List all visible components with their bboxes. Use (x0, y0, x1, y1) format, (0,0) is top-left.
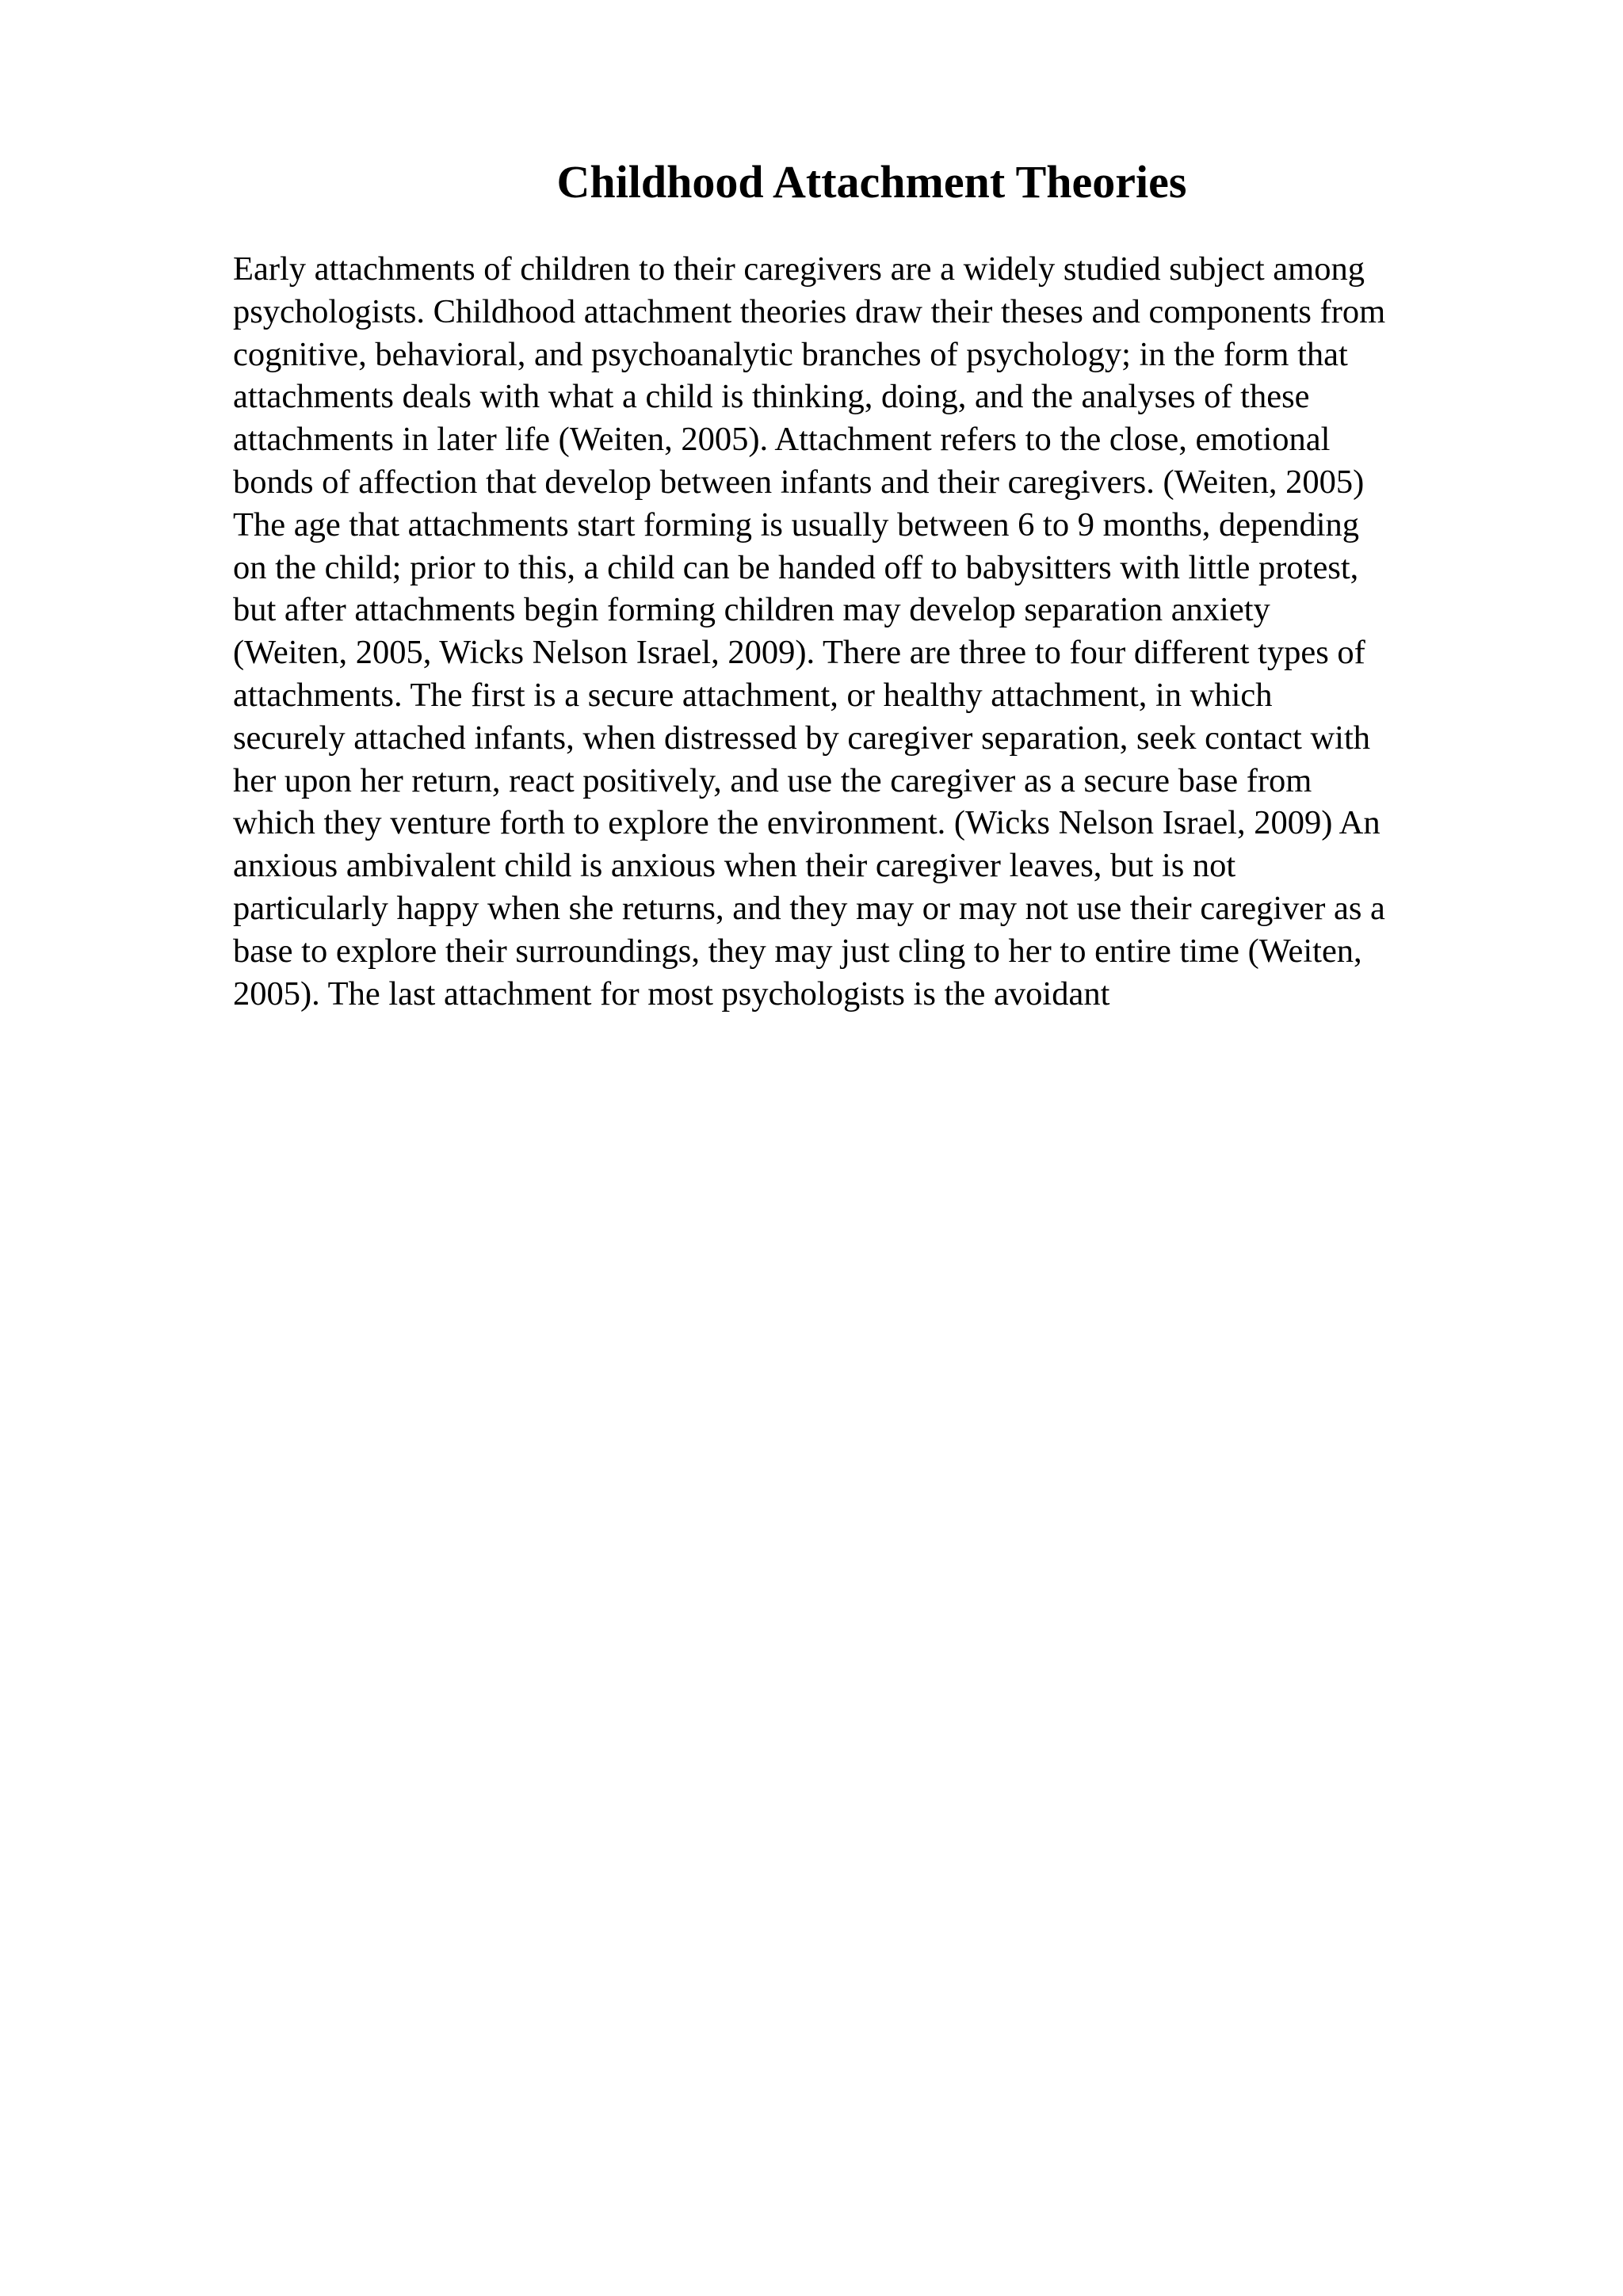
body-line: her upon her return, react positively, and use the caregiver as a secure base from (233, 761, 1312, 799)
document-title: Childhood Attachment Theories (556, 156, 1187, 208)
body-line: particularly happy when she returns, and they may or may not use their caregiver as a (233, 889, 1385, 927)
document-body-paragraph (233, 248, 1517, 1015)
body-line: securely attached infants, when distressed by caregiver separation, seek contact with (233, 719, 1370, 757)
body-line: bonds of affection that develop between infants and their caregivers. (Weiten, 2005) (233, 463, 1365, 501)
body-line: attachments deals with what a child is thinking, doing, and the analyses of these (233, 378, 1310, 416)
body-line: base to explore their surroundings, they may just cling to her to entire time (Weiten, (233, 932, 1362, 970)
body-line: on the child; prior to this, a child can be handed off to babysitters with little protest, (233, 548, 1359, 586)
body-line: cognitive, behavioral, and psychoanalytic branches of psychology; in the form that (233, 335, 1348, 373)
body-line: 2005). The last attachment for most psychologists is the avoidant (233, 974, 1110, 1013)
body-line: anxious ambivalent child is anxious when their caregiver leaves, but is not (233, 847, 1236, 885)
body-line: which they venture forth to explore the environment. (Wicks Nelson Israel, 2009) An (233, 804, 1381, 842)
body-line: but after attachments begin forming children may develop separation anxiety (233, 591, 1270, 629)
body-line: attachments in later life (Weiten, 2005). Attachment refers to the close, emotional (233, 421, 1331, 459)
body-line: Early attachments of children to their caregivers are a widely studied subject among (233, 250, 1365, 288)
body-line: psychologists. Childhood attachment theories draw their theses and components from (233, 292, 1386, 330)
body-line: The age that attachments start forming is usually between 6 to 9 months, depending (233, 505, 1360, 543)
body-line: (Weiten, 2005, Wicks Nelson Israel, 2009). There are three to four different types of (233, 634, 1365, 672)
body-line: attachments. The first is a secure attachment, or healthy attachment, in which (233, 676, 1273, 714)
